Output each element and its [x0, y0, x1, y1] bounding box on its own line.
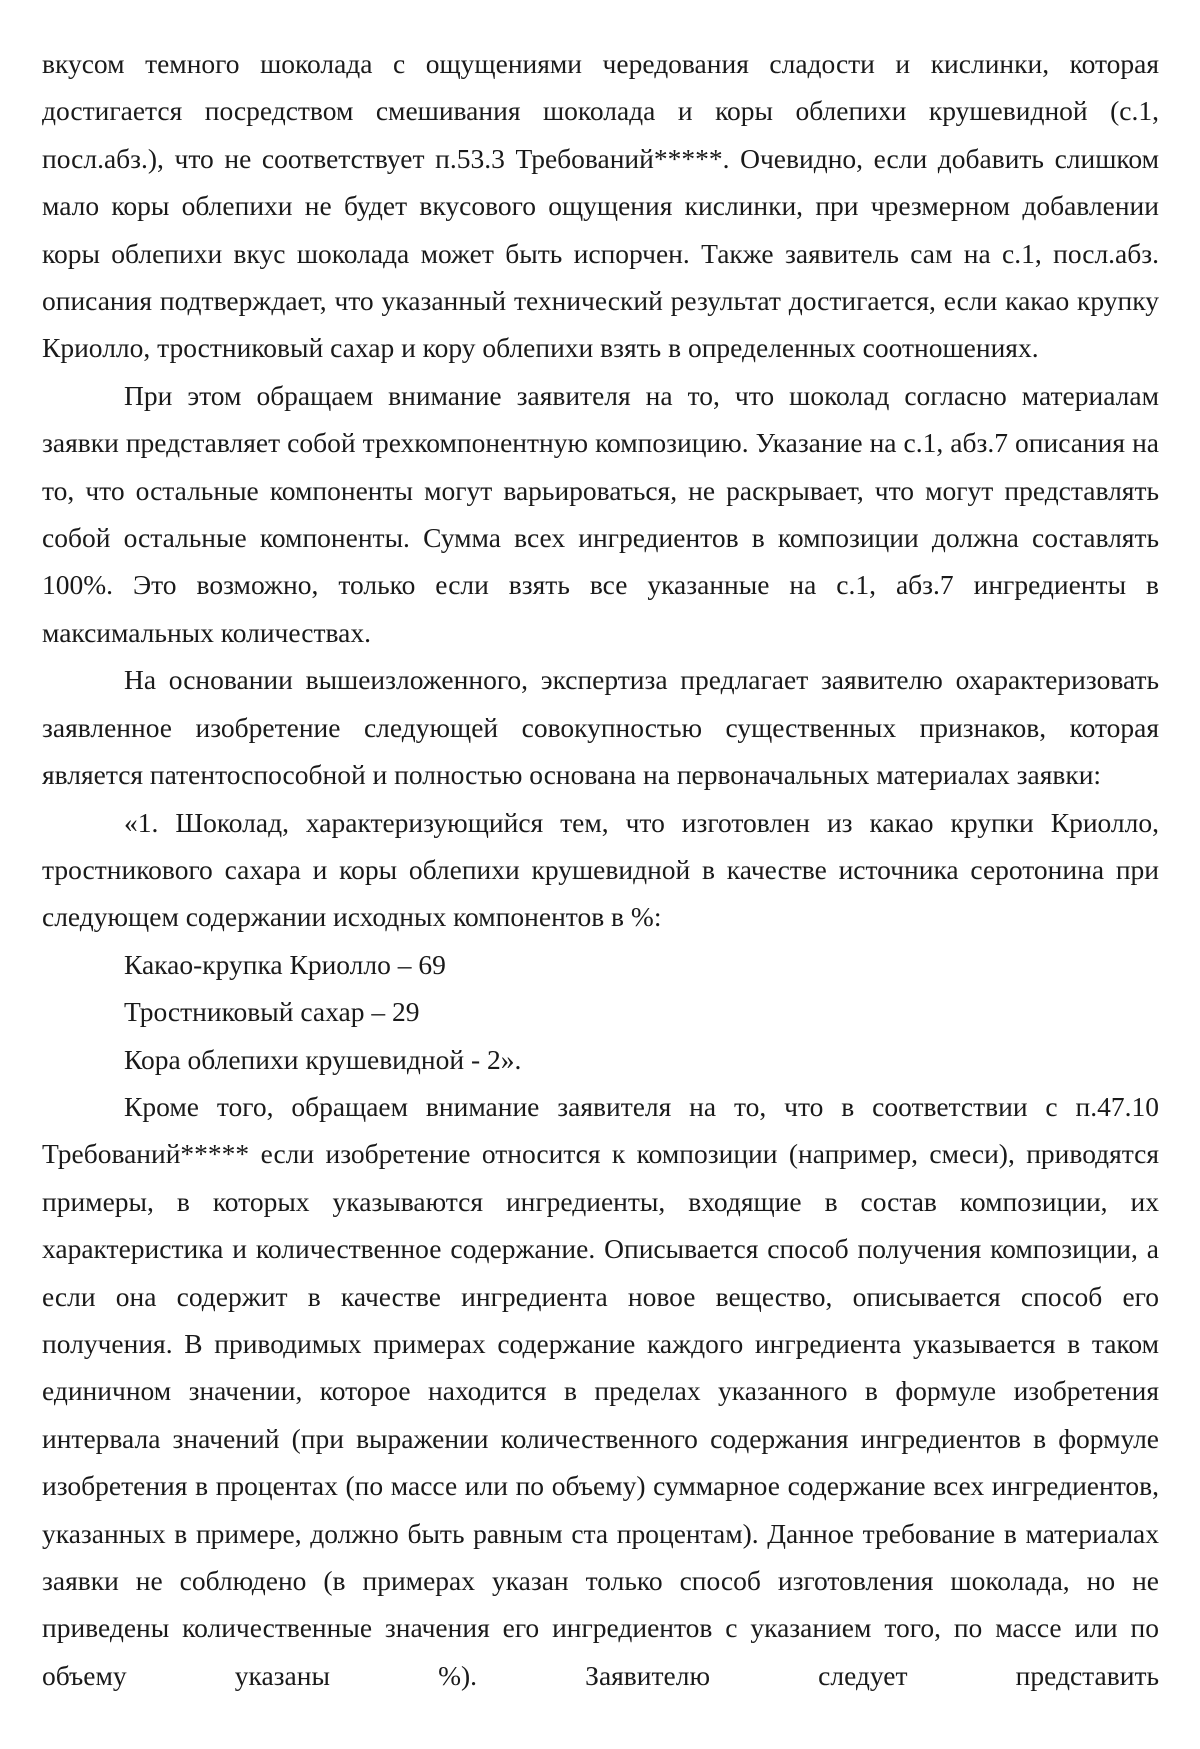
composition-item-sugar: Тростниковый сахар – 29 [124, 996, 420, 1028]
paragraph-proposal: На основании вышеизложенного, экспертиза предлагает заявителю охарактеризовать заявленное изобретение следующей совокупностью существенных признаков, которая является патентоспособной и полностью основана на первоначальных материалах заявки: [42, 664, 1159, 791]
composition-item-bark: Кора облепихи крушевидной - 2». [124, 1043, 522, 1075]
paragraph-continuation: вкусом темного шоколада с ощущениями чередования сладости и кислинки, которая достигается посредством смешивания шоколада и коры облепихи крушевидной (с.1, посл.абз.), что не соответствует п.53.3 Требований*****. Очевидно, если добавить слишком мало коры облепихи не будет вкусового ощущения кислинки, при чрезмерном добавлении коры облепихи вкус шоколада может быть испорчен. Также заявитель сам на с.1, посл.абз. описания подтверждает, что указанный технический результат достигается, если какао крупку Криолло, тростниковый сахар и кору облепихи взять в определенных соотношениях. [42, 48, 1159, 364]
paragraph-requirements: Кроме того, обращаем внимание заявителя на то, что в соответствии с п.47.10 Требований***** если изобретение относится к композиции (например, смеси), приводятся примеры, в которых указываются ингредиенты, входящие в состав композиции, их характеристика и количественное содержание. Описывается способ получения композиции, а если она содержит в качестве ингредиента новое вещество, описывается способ его получения. В приводимых примерах содержание каждого ингредиента указывается в таком единичном значении, которое находится в пределах указанного в формуле изобретения интервала значений (при выражении количественного содержания ингредиентов в формуле изобретения в процентах (по массе или по объему) суммарное содержание всех ингредиентов, указанных в примере, должно быть равным ста процентам). Данное требование в материалах заявки не соблюдено (в примерах указан только способ изготовления шоколада, но не приведены количественные значения его ингредиентов с указанием того, по массе или по объему указаны %). Заявителю следует представить [42, 1090, 1159, 1691]
document-body [42, 40, 1159, 1699]
paragraph-claim: «1. Шоколад, характеризующийся тем, что изготовлен из какао крупки Криолло, тростникового сахара и коры облепихи крушевидной в качестве источника серотонина при следующем содержании исходных компонентов в %: [42, 806, 1159, 933]
paragraph-three-component: При этом обращаем внимание заявителя на то, что шоколад согласно материалам заявки представляет собой трехкомпонентную композицию. Указание на с.1, абз.7 описания на то, что остальные компоненты могут варьироваться, не раскрывает, что могут представлять собой остальные компоненты. Сумма всех ингредиентов в композиции должна составлять 100%. Это возможно, только если взять все указанные на с.1, абз.7 ингредиенты в максимальных количествах. [42, 379, 1159, 648]
composition-item-cocoa: Какао-крупка Криолло – 69 [124, 948, 446, 980]
